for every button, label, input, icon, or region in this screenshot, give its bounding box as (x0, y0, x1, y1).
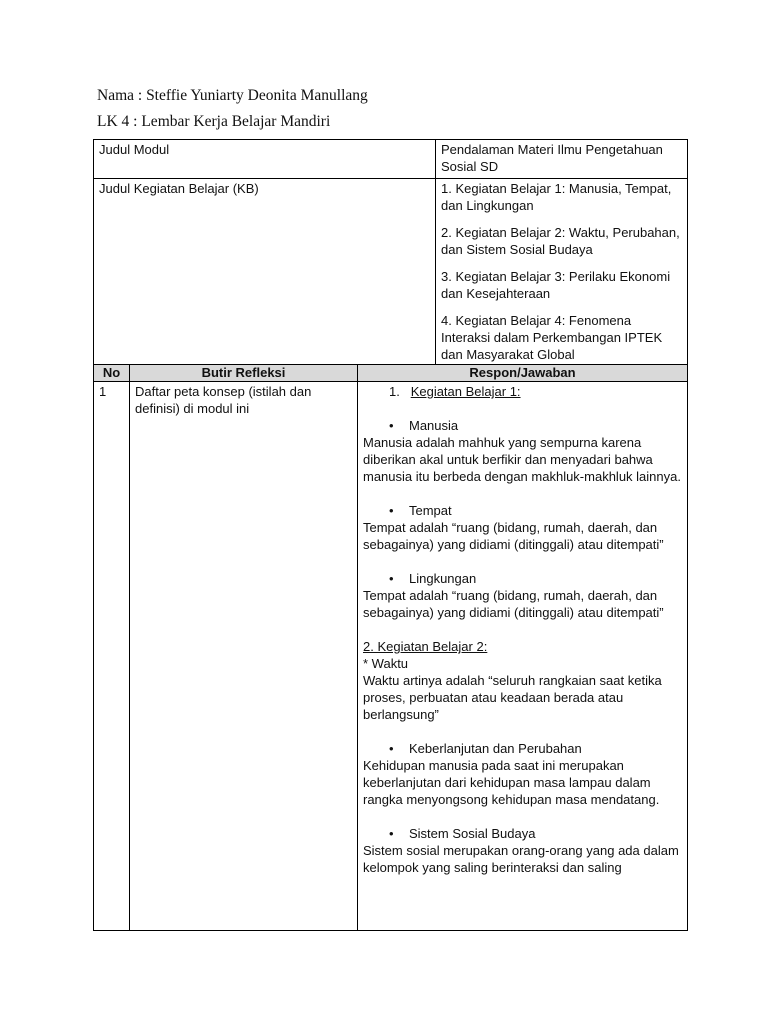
kb-item: 2. Kegiatan Belajar 2: Waktu, Perubahan, dan Sistem Sosial Budaya (441, 225, 680, 257)
worksheet-title-line: LK 4 : Lembar Kerja Belajar Mandiri (97, 113, 331, 130)
row-number: 1 (94, 382, 130, 931)
term-definition: Tempat adalah “ruang (bidang, rumah, daerah, dan sebagainya) yang didiami (ditinggali) atau ditempati” (363, 520, 664, 552)
bullet-icon: • (389, 571, 394, 586)
response-cell (358, 382, 688, 931)
bullet-icon: • (389, 826, 394, 841)
term-definition: Kehidupan manusia pada saat ini merupakan keberlanjutan dari kehidupan masa lampau dalam rangka menyongsong kehidupan masa mendatang. (363, 758, 660, 807)
column-header-butir: Butir Refleksi (130, 365, 358, 382)
term-title: Keberlanjutan dan Perubahan (409, 741, 582, 756)
term-definition: Waktu artinya adalah “seluruh rangkaian saat ketika proses, perbuatan atau keadaan berada atau berlangsung” (363, 673, 662, 722)
table-header-row (94, 365, 688, 382)
term-definition: Manusia adalah mahhuk yang sempurna karena diberikan akal untuk berfikir dan menyadari bahwa manusia itu berbeda dengan makhluk-makhluk lainnya. (363, 435, 681, 484)
term-title: Manusia (409, 418, 459, 433)
column-header-respon: Respon/Jawaban (358, 365, 688, 382)
term-title: Lingkungan (409, 571, 477, 586)
column-header-no: No (94, 365, 130, 382)
bullet-icon: • (389, 503, 394, 518)
bullet-icon: • (389, 741, 394, 756)
list-item (363, 502, 682, 519)
kb1-heading (389, 383, 682, 400)
kb1-number: 1. (389, 384, 400, 399)
kb-title-list (436, 179, 688, 365)
reflection-item: Daftar peta konsep (istilah dan definisi) di modul ini (130, 382, 358, 931)
list-item (363, 740, 682, 757)
term-title: Tempat (409, 503, 452, 518)
module-title-row (94, 140, 688, 179)
kb-title-row (94, 179, 688, 365)
kb-item: 3. Kegiatan Belajar 3: Perilaku Ekonomi dan Kesejahteraan (441, 269, 671, 301)
kb-title-label: Judul Kegiatan Belajar (KB) (94, 179, 436, 365)
term-title: * Waktu (363, 656, 409, 671)
term-definition: Sistem sosial merupakan orang-orang yang ada dalam kelompok yang saling berinteraksi dan saling (363, 843, 679, 875)
kb-item: 4. Kegiatan Belajar 4: Fenomena Interaksi dalam Perkembangan IPTEK dan Masyarakat Global (441, 313, 663, 362)
list-item (363, 417, 682, 434)
term-title: Sistem Sosial Budaya (409, 826, 536, 841)
kb-item: 1. Kegiatan Belajar 1: Manusia, Tempat, dan Lingkungan (441, 181, 672, 213)
module-title-value: Pendalaman Materi Ilmu Pengetahuan Sosial SD (436, 140, 688, 179)
kb1-title: Kegiatan Belajar 1: (410, 384, 521, 399)
module-title-label: Judul Modul (94, 140, 436, 179)
worksheet-table (93, 139, 688, 931)
table-row (94, 382, 688, 931)
bullet-icon: • (389, 418, 394, 433)
term-definition: Tempat adalah “ruang (bidang, rumah, daerah, dan sebagainya) yang didiami (ditinggali) atau ditempati” (363, 588, 664, 620)
list-item (363, 570, 682, 587)
student-name-line: Nama : Steffie Yuniarty Deonita Manullang (97, 87, 368, 104)
kb2-heading: 2. Kegiatan Belajar 2: (363, 639, 488, 654)
list-item (363, 825, 682, 842)
